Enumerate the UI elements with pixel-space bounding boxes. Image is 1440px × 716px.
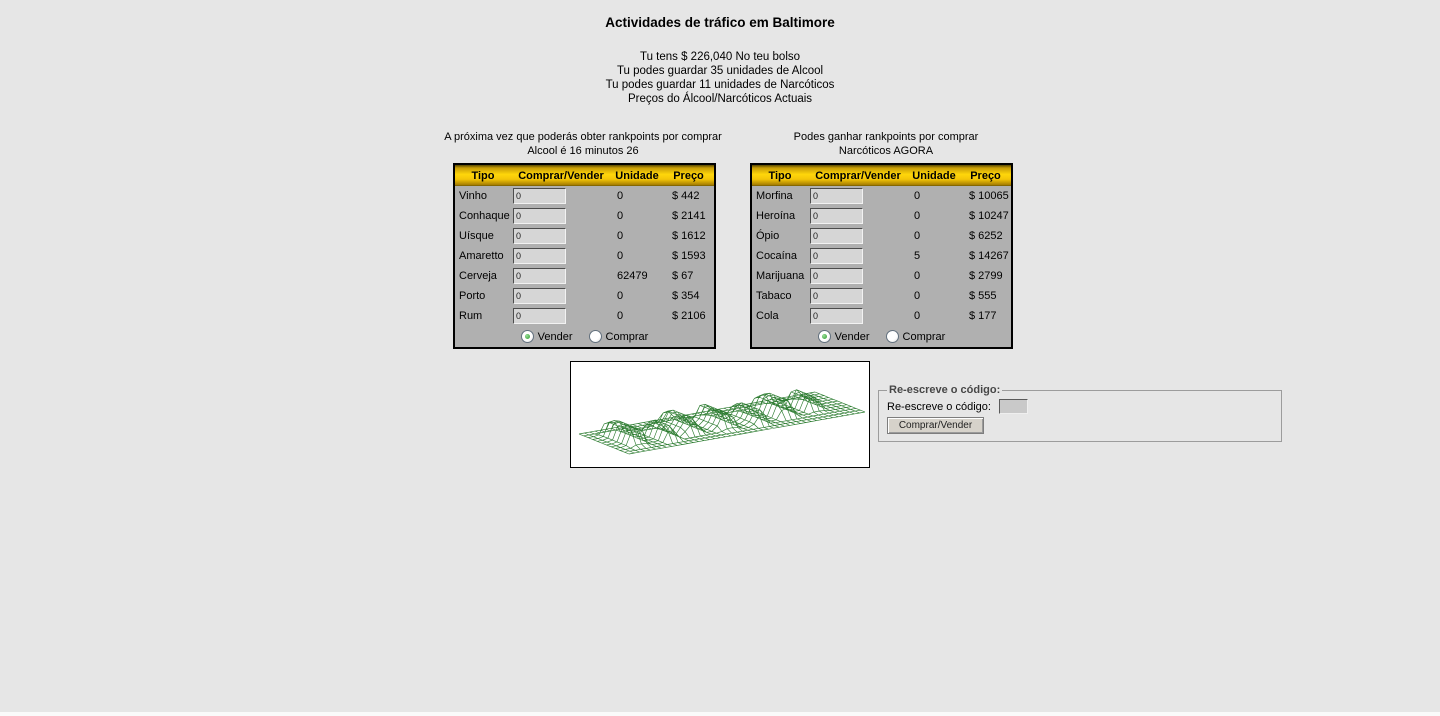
quantity-input[interactable] (513, 228, 566, 244)
column-header-comprar-vender: Comprar/Vender (518, 169, 604, 182)
code-entry-fieldset (878, 384, 1282, 442)
quantity-cell (511, 248, 611, 264)
column-header-tipo: Tipo (471, 169, 495, 182)
units-owned-value: 0 (617, 210, 624, 222)
frame-bottom-edge (0, 712, 1440, 716)
drug-type-label: Vinho (459, 190, 487, 202)
table-row (455, 266, 714, 286)
drug-type-label: Amaretto (459, 250, 504, 262)
table-row (752, 226, 1011, 246)
alcohol-market-table (453, 163, 716, 349)
column-header-unidade: Unidade (912, 169, 956, 182)
quantity-cell (808, 248, 908, 264)
narcotics-caption-line1: Podes ganhar rankpoints por comprar (793, 131, 979, 143)
price-value: $ 14267 (969, 250, 1009, 262)
quantity-cell (808, 228, 908, 244)
quantity-input[interactable] (810, 308, 863, 324)
price-value: $ 6252 (969, 230, 1003, 242)
table-row (455, 306, 714, 326)
narcotics-vender-radio[interactable] (818, 330, 831, 343)
price-value: $ 2106 (672, 310, 706, 322)
price-value: $ 10065 (969, 190, 1009, 202)
drug-type-label: Heroína (756, 210, 796, 222)
alcohol-mode-radio-group (455, 326, 714, 347)
alcohol-caption (413, 130, 753, 158)
narcotics-caption (716, 130, 1056, 158)
quantity-cell (808, 268, 908, 284)
quantity-cell (511, 188, 611, 204)
price-value: $ 2799 (969, 270, 1003, 282)
quantity-input[interactable] (810, 188, 863, 204)
table-row (455, 226, 714, 246)
code-entry-label: Re-escreve o código: (887, 400, 991, 413)
table-row (752, 186, 1011, 206)
captcha-image (570, 361, 870, 468)
comprar-vender-button[interactable]: Comprar/Vender (887, 417, 984, 434)
drug-type-label: Cerveja (459, 270, 497, 282)
alcohol-caption-line2: Alcool é 16 minutos 26 (527, 145, 639, 157)
table-row (752, 246, 1011, 266)
column-header-preco: Preço (673, 169, 704, 182)
alcohol-table-header (455, 165, 714, 186)
cash-on-hand-text: Tu tens $ 226,040 No teu bolso (639, 51, 801, 63)
quantity-input[interactable] (513, 308, 566, 324)
units-owned-value: 0 (617, 230, 624, 242)
drug-type-label: Morfina (756, 190, 793, 202)
current-prices-text: Preços do Álcool/Narcóticos Actuais (627, 93, 813, 105)
narcotics-vender-option[interactable] (818, 330, 870, 343)
narcotics-mode-radio-group (752, 326, 1011, 347)
alcohol-vender-radio[interactable] (521, 330, 534, 343)
column-header-unidade: Unidade (615, 169, 659, 182)
price-value: $ 442 (672, 190, 700, 202)
quantity-input[interactable] (513, 268, 566, 284)
alcohol-vender-option[interactable] (521, 330, 573, 343)
units-owned-value: 0 (617, 290, 624, 302)
quantity-cell (808, 308, 908, 324)
narcotics-comprar-radio[interactable] (886, 330, 899, 343)
price-value: $ 2141 (672, 210, 706, 222)
units-owned-value: 0 (914, 190, 921, 202)
alcohol-comprar-radio[interactable] (589, 330, 602, 343)
captcha-wireframe-mesh (571, 362, 869, 467)
quantity-input[interactable] (513, 288, 566, 304)
quantity-input[interactable] (810, 248, 863, 264)
quantity-cell (511, 228, 611, 244)
quantity-input[interactable] (810, 208, 863, 224)
quantity-cell (511, 308, 611, 324)
price-value: $ 67 (672, 270, 694, 282)
quantity-input[interactable] (513, 188, 566, 204)
page-title: Actividades de tráfico em Baltimore (605, 15, 835, 30)
price-value: $ 10247 (969, 210, 1009, 222)
player-info-block (0, 50, 1440, 106)
vender-radio-label: Vender (834, 330, 870, 343)
alcohol-capacity-text: Tu podes guardar 35 unidades de Alcool (616, 65, 824, 77)
quantity-cell (511, 288, 611, 304)
drug-type-label: Tabaco (756, 290, 792, 302)
narcotics-table-body (752, 186, 1011, 326)
drug-type-label: Ópio (756, 230, 780, 242)
quantity-input[interactable] (810, 268, 863, 284)
table-row (752, 286, 1011, 306)
column-header-tipo: Tipo (768, 169, 792, 182)
quantity-input[interactable] (513, 208, 566, 224)
code-fieldset-legend: Re-escreve o código: (889, 384, 1001, 396)
narcotics-caption-line2: Narcóticos AGORA (838, 145, 934, 157)
quantity-cell (808, 208, 908, 224)
comprar-radio-label: Comprar (605, 330, 649, 343)
units-owned-value: 0 (914, 310, 921, 322)
price-value: $ 1612 (672, 230, 706, 242)
units-owned-value: 0 (914, 270, 921, 282)
vender-radio-label: Vender (537, 330, 573, 343)
units-owned-value: 0 (617, 310, 624, 322)
narcotics-capacity-text: Tu podes guardar 11 unidades de Narcóticos (605, 79, 835, 91)
captcha-code-input[interactable] (999, 399, 1028, 414)
drug-type-label: Rum (459, 310, 483, 322)
units-owned-value: 62479 (617, 270, 648, 282)
table-row (752, 206, 1011, 226)
alcohol-table-body (455, 186, 714, 326)
alcohol-caption-line1: A próxima vez que poderás obter rankpoints por comprar (444, 131, 722, 143)
drug-type-label: Conhaque (459, 210, 510, 222)
table-row (455, 206, 714, 226)
drug-type-label: Cocaína (756, 250, 797, 262)
units-owned-value: 0 (617, 190, 624, 202)
units-owned-value: 0 (914, 290, 921, 302)
table-row (752, 266, 1011, 286)
drug-type-label: Uísque (459, 230, 494, 242)
narcotics-comprar-option[interactable] (886, 330, 946, 343)
units-owned-value: 5 (914, 250, 921, 262)
price-value: $ 1593 (672, 250, 706, 262)
table-row (455, 186, 714, 206)
units-owned-value: 0 (914, 230, 921, 242)
table-row (752, 306, 1011, 326)
units-owned-value: 0 (617, 250, 624, 262)
drug-type-label: Marijuana (756, 270, 805, 282)
column-header-comprar-vender: Comprar/Vender (815, 169, 901, 182)
price-value: $ 177 (969, 310, 997, 322)
price-value: $ 555 (969, 290, 997, 302)
alcohol-comprar-option[interactable] (589, 330, 649, 343)
narcotics-market-table (750, 163, 1013, 349)
drug-type-label: Porto (459, 290, 486, 302)
drug-type-label: Cola (756, 310, 779, 322)
price-value: $ 354 (672, 290, 700, 302)
units-owned-value: 0 (914, 210, 921, 222)
quantity-cell (511, 208, 611, 224)
column-header-preco: Preço (970, 169, 1001, 182)
quantity-input[interactable] (810, 228, 863, 244)
table-row (455, 286, 714, 306)
quantity-input[interactable] (513, 248, 566, 264)
comprar-radio-label: Comprar (902, 330, 946, 343)
narcotics-table-header (752, 165, 1011, 186)
quantity-cell (808, 288, 908, 304)
quantity-cell (511, 268, 611, 284)
code-entry-row (887, 399, 1273, 414)
quantity-cell (808, 188, 908, 204)
quantity-input[interactable] (810, 288, 863, 304)
table-row (455, 246, 714, 266)
